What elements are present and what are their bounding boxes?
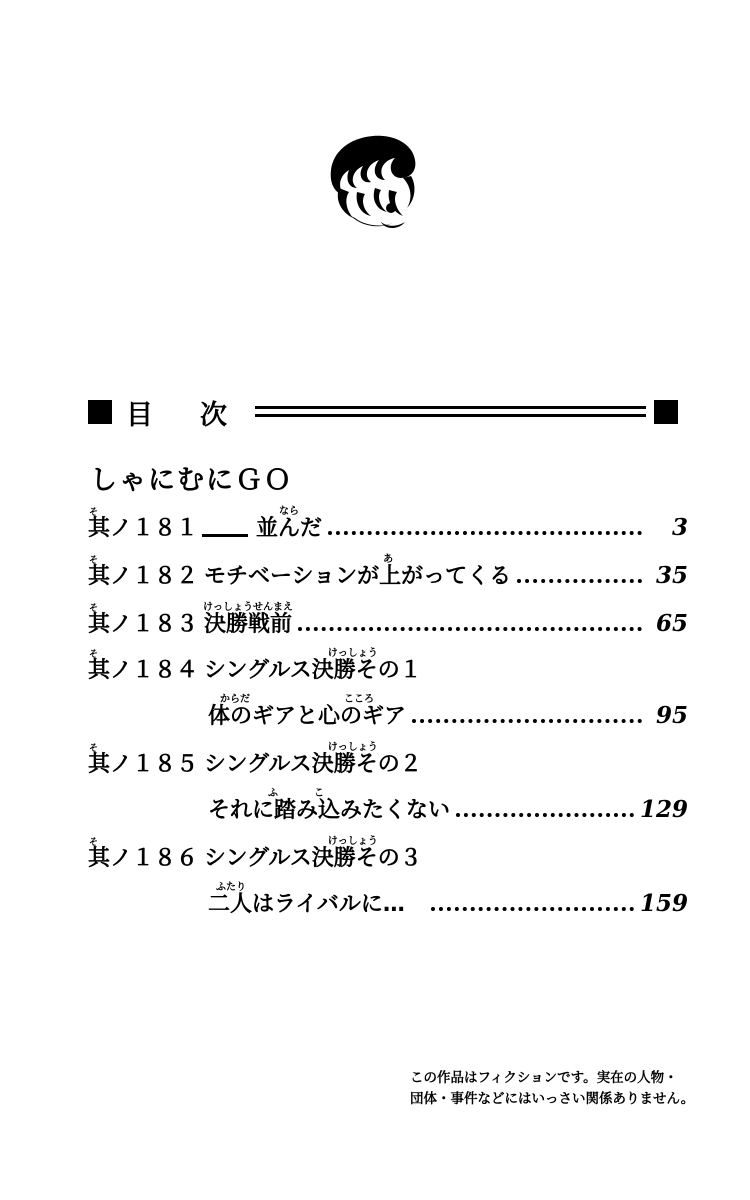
- list-item[interactable]: [88, 554, 688, 608]
- leader-dots: [412, 718, 642, 723]
- leader-dots: [328, 530, 642, 535]
- chapter-number: そ 其ノ１８５: [88, 744, 199, 777]
- chapter-number: そ 其ノ１８４: [88, 650, 199, 683]
- list-item[interactable]: [88, 742, 688, 844]
- list-item[interactable]: [88, 836, 688, 938]
- chapter-title: あ モチベーションが上がってくる: [204, 554, 512, 589]
- page-number: 35: [655, 562, 688, 589]
- chapter-title: なら 並んだ: [256, 506, 323, 541]
- chapter-title: けっしょう シングルス決勝その３: [204, 836, 422, 871]
- chapter-title: けっしょう シングルス決勝その１: [204, 648, 422, 683]
- list-item[interactable]: [88, 648, 688, 750]
- leader-dots: [456, 812, 634, 817]
- page-title: 目 次: [126, 399, 237, 431]
- em-dash-rule: [202, 534, 248, 537]
- chapter-subtitle: ふ こ それに踏み込みたくない: [208, 788, 451, 823]
- chapter-subtitle: からだ こころ 体のギアと心のギア: [208, 694, 407, 729]
- square-marker-right: [654, 400, 678, 424]
- series-title: しゃにむにＧＯ: [90, 465, 293, 496]
- toc-entry-list: [88, 506, 688, 942]
- page-number: 3: [671, 514, 688, 541]
- chapter-number: そ 其ノ１８６: [88, 838, 199, 871]
- list-item[interactable]: [88, 602, 688, 656]
- page-number: 159: [639, 890, 688, 917]
- square-marker-left: [88, 400, 112, 424]
- toc-header: [88, 392, 678, 432]
- leader-dots: [298, 626, 642, 631]
- disclaimer-line-1: この作品はフィクションです。実在の人物・: [410, 1070, 678, 1086]
- chapter-number: そ 其ノ１８２: [88, 556, 199, 589]
- leader-dots: [431, 906, 634, 911]
- chapter-subtitle: ふたり 二人はライバルに…: [208, 882, 405, 917]
- chapter-number: そ 其ノ１８３: [88, 604, 199, 637]
- logo-emblem: [0, 120, 750, 250]
- chapter-number: そ 其ノ１８１: [88, 508, 199, 541]
- disclaimer-line-2: 団体・事件などにはいっさい関係ありません。: [410, 1090, 695, 1107]
- chapter-title: けっしょうせんまえ 決勝戦前: [203, 602, 294, 637]
- double-rule: [255, 406, 646, 418]
- page-number: 95: [655, 702, 688, 729]
- page-number: 129: [639, 796, 688, 823]
- chapter-title: けっしょう シングルス決勝その２: [204, 742, 422, 777]
- disclaimer-note: [410, 1068, 700, 1110]
- leader-dots: [517, 578, 642, 583]
- page-number: 65: [655, 610, 688, 637]
